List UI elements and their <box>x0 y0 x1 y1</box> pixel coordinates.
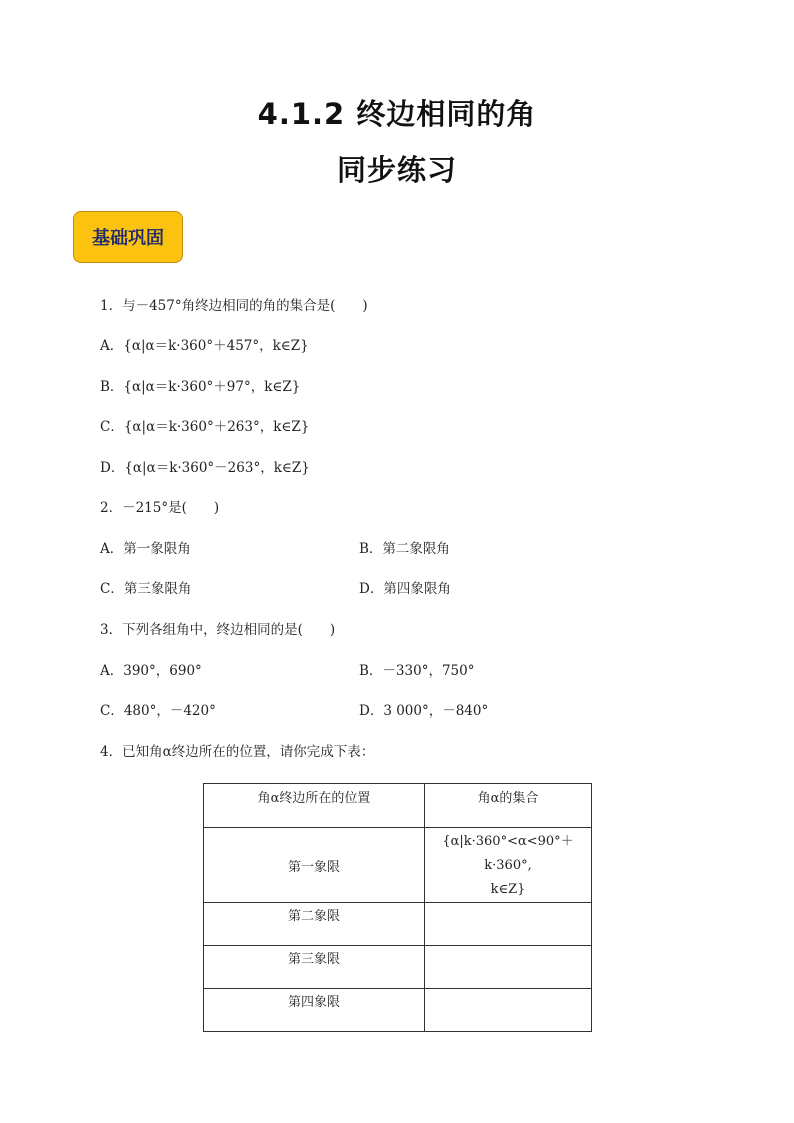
table-cell-set[interactable] <box>425 989 592 1032</box>
table-cell-position: 第一象限 <box>204 828 425 903</box>
table-header-cell: 角α终边所在的位置 <box>204 784 425 828</box>
table-cell-position: 第二象限 <box>204 903 425 946</box>
question-2-stem: 2．－215°是( ) <box>100 500 220 516</box>
table-header-cell: 角α的集合 <box>425 784 592 828</box>
question-2-option-d: D．第四象限角 <box>359 581 451 597</box>
question-3-option-a: A．390°，690° <box>100 663 202 679</box>
table-row <box>204 989 592 1032</box>
question-3-stem: 3．下列各组角中，终边相同的是( ) <box>100 622 336 638</box>
table-cell-position: 第三象限 <box>204 946 425 989</box>
table-row <box>204 946 592 989</box>
question-1-option-a: A．{α|α＝k·360°＋457°，k∈Z} <box>100 338 309 354</box>
table-cell-position: 第四象限 <box>204 989 425 1032</box>
question-2-option-b: B．第二象限角 <box>359 541 450 557</box>
question-1-option-b: B．{α|α＝k·360°＋97°，k∈Z} <box>100 379 301 395</box>
table-row <box>204 828 592 903</box>
question-1-option-d: D．{α|α＝k·360°－263°，k∈Z} <box>100 460 310 476</box>
question-3-option-d: D．3 000°，－840° <box>359 703 489 719</box>
table-cell-set <box>425 828 592 903</box>
table-cell-set[interactable] <box>425 903 592 946</box>
section-badge: 基础巩固 <box>73 211 183 263</box>
question-2-option-c: C．第三象限角 <box>100 581 192 597</box>
answer-table <box>203 783 592 1032</box>
question-4-stem: 4．已知角α终边所在的位置，请你完成下表： <box>100 744 375 760</box>
question-1-option-c: C．{α|α＝k·360°＋263°，k∈Z} <box>100 419 310 435</box>
page-subtitle: 同步练习 <box>336 153 457 187</box>
table-cell-set[interactable] <box>425 946 592 989</box>
page-title: 4.1.2 终边相同的角 <box>257 97 537 131</box>
set-expression-line1: {α|k·360°<α<90°＋k·360°, <box>442 834 574 873</box>
question-3-option-b: B．－330°，750° <box>359 663 475 679</box>
question-3-option-c: C．480°，－420° <box>100 703 216 719</box>
set-expression-line2: k∈Z} <box>490 882 526 897</box>
table-row <box>204 903 592 946</box>
table-header-row <box>204 784 592 828</box>
question-2-option-a: A．第一象限角 <box>100 541 191 557</box>
question-1-stem: 1．与－457°角终边相同的角的集合是( ) <box>100 298 368 314</box>
